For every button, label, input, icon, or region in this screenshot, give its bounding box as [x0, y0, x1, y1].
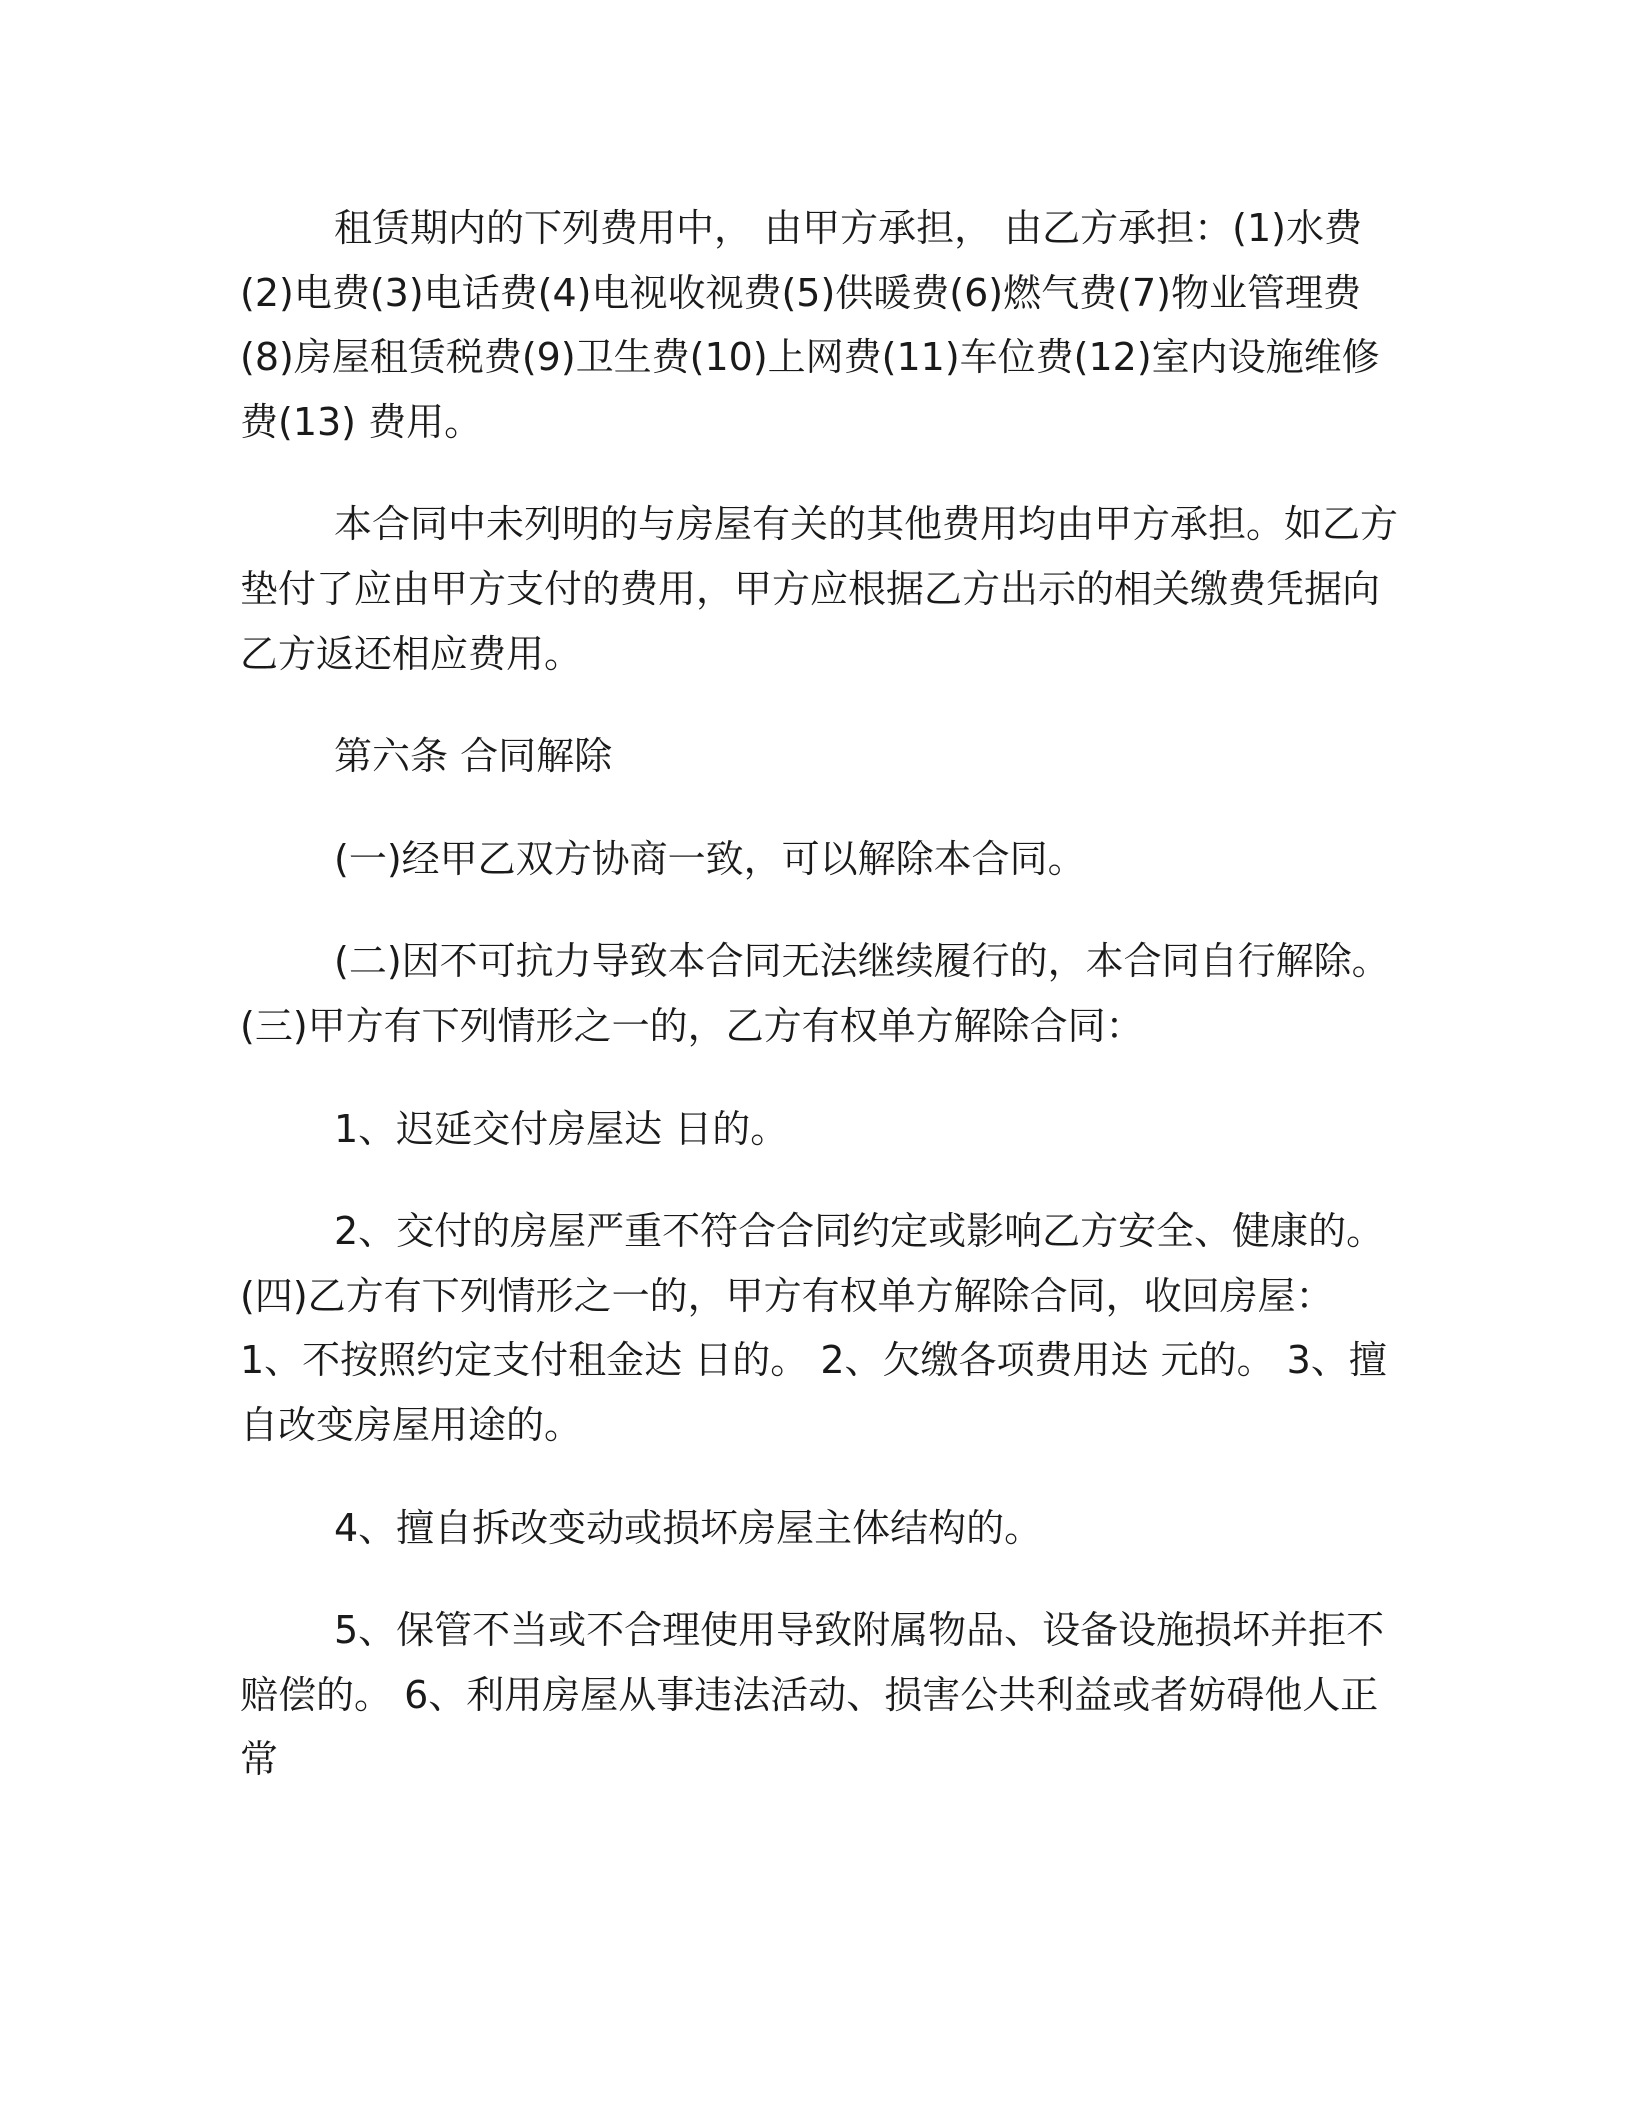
- clause-1: (一)经甲乙双方协商一致，可以解除本合同。: [334, 836, 1086, 881]
- clause-2: (二)因不可抗力导致本合同无法继续履行的，本合同自行解除。: [334, 939, 1390, 984]
- section-heading-article-6: 第六条 合同解除: [334, 734, 613, 779]
- clause-4-item-4: 4、擅自拆改变动或损坏房屋主体结构的。: [334, 1505, 1043, 1550]
- clause-3: (三)甲方有下列情形之一的，乙方有权单方解除合同：: [240, 1003, 1144, 1048]
- clause-3-item-1: 1、迟延交付房屋达 日的。: [334, 1106, 789, 1151]
- clause-3-item-2: 2、交付的房屋严重不符合合同约定或影响乙方安全、健康的。: [334, 1209, 1385, 1254]
- clause-4-item-5-6: 5、保管不当或不合理使用导致附属物品、设备设施损坏并拒不赔偿的。 6、利用房屋从事违法活动、损害公共利益或者妨碍他人正常: [240, 1608, 1385, 1782]
- document-body: [240, 196, 1400, 1830]
- paragraph-fees: 租赁期内的下列费用中， 由甲方承担， 由乙方承担：(1)水费(2)电费(3)电话费(4)电视收视费(5)供暖费(6)燃气费(7)物业管理费(8)房屋租赁税费(9)卫生费(10)上网费(11)车位费(12)室内设施维修费(13) 费用。: [240, 206, 1380, 444]
- clause-4: (四)乙方有下列情形之一的，甲方有权单方解除合同，收回房屋： 1、不按照约定支付租金达 日的。 2、欠缴各项费用达 元的。 3、擅自改变房屋用途的。: [240, 1273, 1387, 1447]
- paragraph-other-fees: 本合同中未列明的与房屋有关的其他费用均由甲方承担。如乙方垫付了应由甲方支付的费用，甲方应根据乙方出示的相关缴费凭据向乙方返还相应费用。: [240, 502, 1399, 676]
